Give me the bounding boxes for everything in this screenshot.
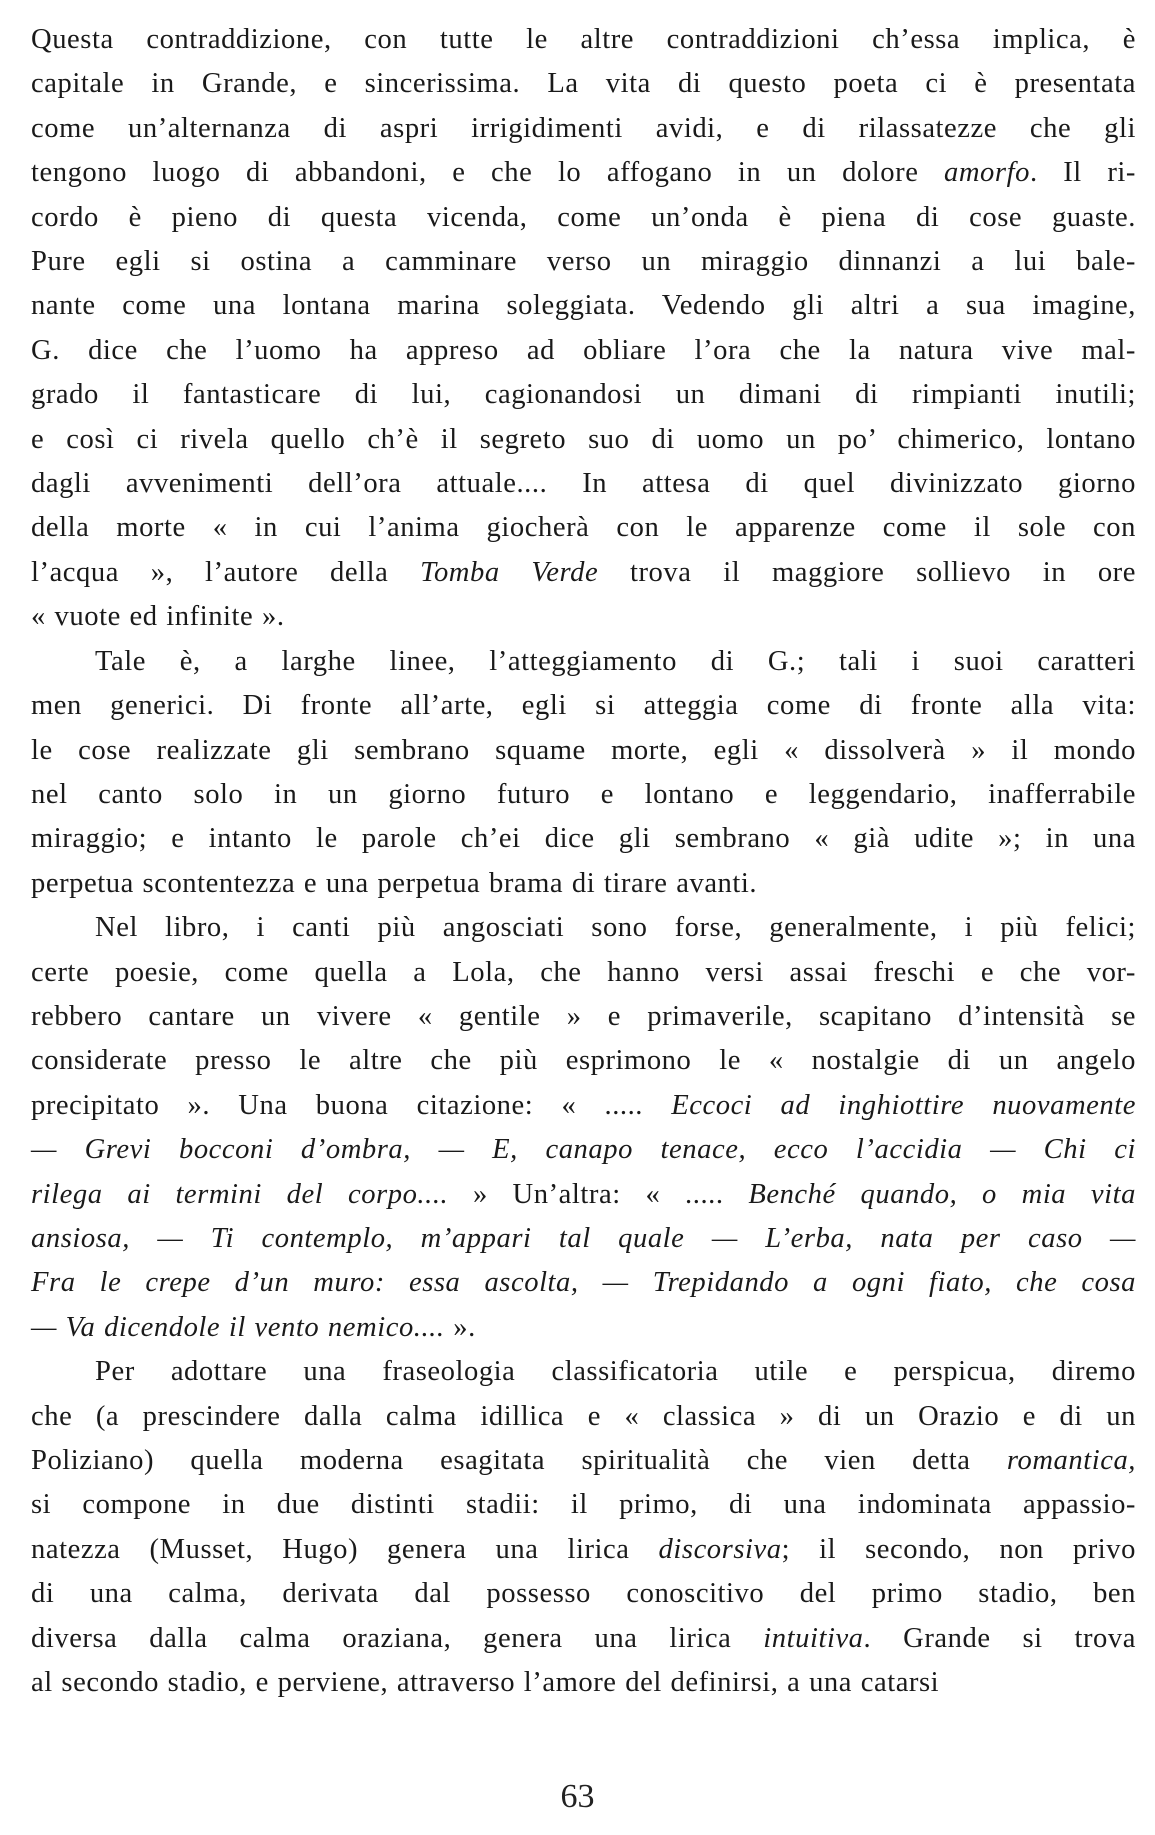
text-line (31, 1217, 1136, 1261)
text-line: considerate presso le altre che più esprimono le « nostalgie di un angelo (31, 1045, 1136, 1077)
paragraph-p3 (31, 906, 1136, 1350)
text-line: si compone in due distinti stadii: il primo, di una indominata appassio- (31, 1489, 1136, 1521)
text-line: certe poesie, come quella a Lola, che hanno versi assai freschi e che vor- (31, 956, 1136, 988)
italic-text: — Va dicendole il vento nemico.... (31, 1311, 445, 1343)
text-line: Poliziano) quella moderna esagitata spiritualità che vien detta romantica, (31, 1445, 1136, 1476)
text-line: rilega ai termini del corpo.... » Un’altra: « ..... Benché quando, o mia vita (31, 1178, 1136, 1210)
text-line: Pure egli si ostina a camminare verso un miraggio dinnanzi a lui bale- (31, 246, 1136, 278)
body-text (31, 18, 1136, 1705)
text-line: le cose realizzate gli sembrano squame morte, egli « dissolverà » il mondo (31, 734, 1136, 766)
italic-text: amorfo (944, 157, 1030, 189)
document-page (31, 18, 1136, 1705)
text-line: della morte « in cui l’anima giocherà con le apparenze come il sole con (31, 512, 1136, 544)
italic-text: Eccoci ad inghiottire nuovamente (671, 1089, 1136, 1121)
italic-text: Fra le crepe d’un muro: essa ascolta, — Trepidando a ogni fiato, che cosa (31, 1267, 1136, 1299)
italic-text: ansiosa, — Ti contemplo, m’appari tal quale — L’erba, nata per caso — (31, 1222, 1136, 1254)
text-line: che (a prescindere dalla calma idillica e « classica » di un Orazio e di un (31, 1400, 1136, 1432)
paragraph-p1 (31, 18, 1136, 640)
page-number: 63 (560, 1778, 595, 1815)
text-line: — Va dicendole il vento nemico.... ». (31, 1311, 476, 1343)
text-line: Questa contraddizione, con tutte le altre contraddizioni ch’essa implica, è (31, 24, 1136, 55)
text-line: Per adottare una fraseologia classificatoria utile e perspicua, diremo (95, 1356, 1136, 1388)
text-line: di una calma, derivata dal possesso conoscitivo del primo stadio, ben (31, 1578, 1136, 1610)
text-line: nante come una lontana marina soleggiata. Vedendo gli altri a sua imagine, (31, 290, 1136, 322)
text-line: cordo è pieno di questa vicenda, come un’onda è piena di cose guaste. (31, 201, 1136, 233)
text-line: tengono luogo di abbandoni, e che lo affogano in un dolore amorfo. Il ri- (31, 157, 1136, 189)
text-line: G. dice che l’uomo ha appreso ad obliare l’ora che la natura vive mal- (31, 334, 1136, 366)
text-line (31, 1128, 1136, 1172)
text-line: come un’alternanza di aspri irrigidimenti avidi, e di rilassatezze che gli (31, 112, 1136, 144)
italic-text: discorsiva (658, 1533, 782, 1565)
text-line: perpetua scontentezza e una perpetua brama di tirare avanti. (31, 867, 758, 899)
italic-text: romantica, (1006, 1445, 1136, 1476)
text-line: Tale è, a larghe linee, l’atteggiamento di G.; tali i suoi caratteri (95, 645, 1136, 677)
text-line: grado il fantasticare di lui, cagionandosi un dimani di rimpianti inutili; (31, 379, 1136, 411)
italic-text: rilega ai termini del corpo.... (31, 1178, 449, 1210)
text-line: natezza (Musset, Hugo) genera una lirica discorsiva; il secondo, non privo (31, 1533, 1136, 1565)
italic-text: Tomba Verde (420, 556, 599, 588)
text-line: « vuote ed infinite ». (31, 601, 285, 633)
text-line: capitale in Grande, e sincerissima. La vita di questo poeta ci è presentata (31, 68, 1136, 100)
text-line: men generici. Di fronte all’arte, egli si atteggia come di fronte alla vita: (31, 690, 1136, 722)
text-line: al secondo stadio, e perviene, attraverso l’amore del definirsi, a una catarsi (31, 1667, 940, 1699)
text-line: Nel libro, i canti più angosciati sono forse, generalmente, i più felici; (95, 912, 1136, 944)
text-line: diversa dalla calma oraziana, genera una lirica intuitiva. Grande si trova (31, 1622, 1136, 1654)
text-line: nel canto solo in un giorno futuro e lontano e leggendario, inafferrabile (31, 778, 1136, 810)
text-line: miraggio; e intanto le parole ch’ei dice gli sembrano « già udite »; in una (31, 823, 1136, 855)
text-line: e così ci rivela quello ch’è il segreto suo di uomo un po’ chimerico, lontano (31, 423, 1136, 455)
paragraph-p4 (31, 1350, 1136, 1705)
text-line: precipitato ». Una buona citazione: « ..... Eccoci ad inghiottire nuovamente (31, 1089, 1136, 1121)
text-line: rebbero cantare un vivere « gentile » e primaverile, scapitano d’intensità se (31, 1000, 1136, 1032)
paragraph-p2 (31, 640, 1136, 906)
text-line (31, 1261, 1136, 1305)
text-line: l’acqua », l’autore della Tomba Verde trova il maggiore sollievo in ore (31, 556, 1136, 588)
italic-text: — Grevi bocconi d’ombra, — E, canapo tenace, ecco l’accidia — Chi ci (31, 1134, 1136, 1166)
text-line: dagli avvenimenti dell’ora attuale.... In attesa di quel divinizzato giorno (31, 468, 1136, 500)
italic-text: intuitiva (763, 1622, 864, 1654)
italic-text: Benché quando, o mia vita (748, 1178, 1136, 1210)
